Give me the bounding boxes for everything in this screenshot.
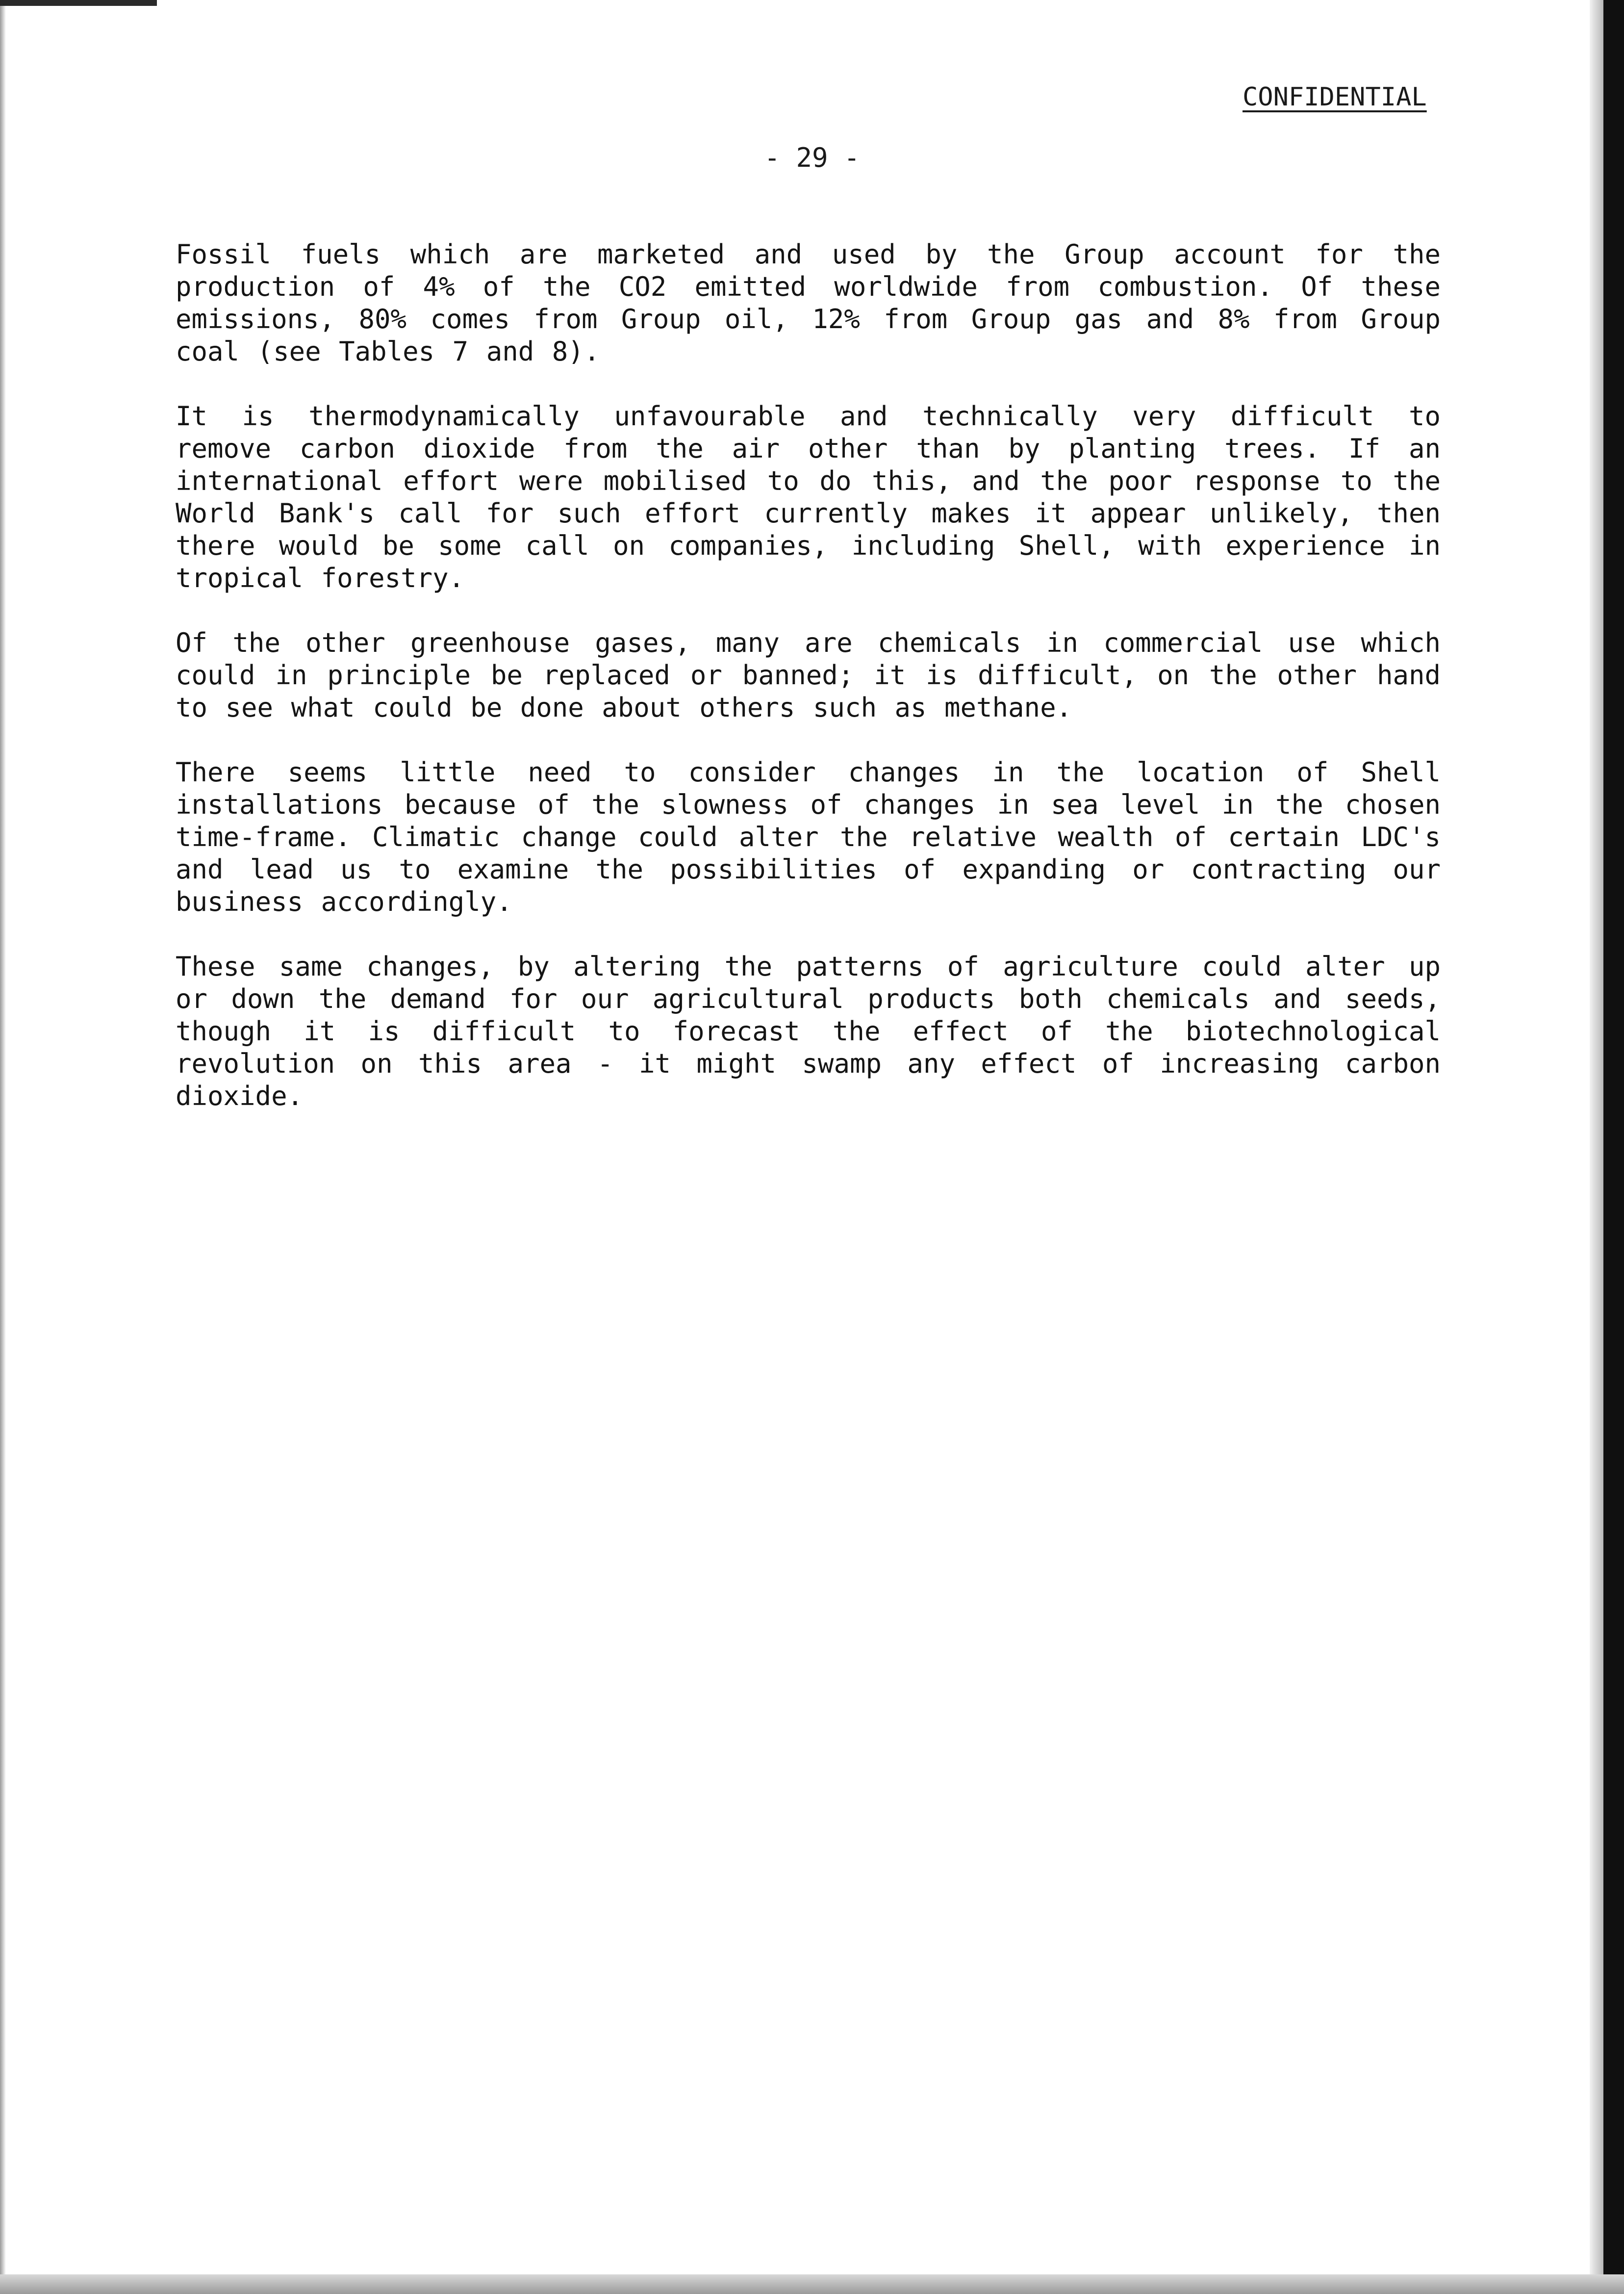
paragraph-1 <box>176 238 1441 368</box>
confidential-label: CONFIDENTIAL <box>1243 82 1427 112</box>
text-line: time-frame. Climatic change could alter the relative wealth of certain LDC's <box>176 822 1441 852</box>
text-line: These same changes, by altering the patterns of agriculture could alter up <box>176 951 1441 982</box>
text-line: could in principle be replaced or banned; it is difficult, on the other hand <box>176 660 1441 691</box>
body-text <box>176 238 1441 1145</box>
paragraph-2 <box>176 400 1441 594</box>
paragraph-3 <box>176 627 1441 724</box>
text-line: Fossil fuels which are marketed and used by the Group account for the <box>176 239 1441 270</box>
text-line: There seems little need to consider changes in the location of Shell <box>176 757 1441 788</box>
text-line: international effort were mobilised to do this, and the poor response to the <box>176 465 1441 496</box>
scan-edge-right <box>1603 0 1624 2294</box>
scan-edge-top <box>0 0 157 6</box>
text-line: and lead us to examine the possibilities of expanding or contracting our <box>176 854 1441 885</box>
paragraph-5 <box>176 951 1441 1112</box>
scan-shadow-right <box>1590 0 1603 2294</box>
text-line: It is thermodynamically unfavourable and technically very difficult to <box>176 401 1441 432</box>
text-line: to see what could be done about others such as methane. <box>176 692 1072 723</box>
text-line: dioxide. <box>176 1081 304 1111</box>
text-line: World Bank's call for such effort currently makes it appear unlikely, then <box>176 498 1441 529</box>
scan-edge-bottom <box>0 2274 1624 2294</box>
text-line: Of the other greenhouse gases, many are chemicals in commercial use which <box>176 627 1441 658</box>
text-line: installations because of the slowness of changes in sea level in the chosen <box>176 789 1441 820</box>
text-line: there would be some call on companies, including Shell, with experience in <box>176 530 1441 561</box>
text-line: or down the demand for our agricultural products both chemicals and seeds, <box>176 983 1441 1014</box>
text-line: tropical forestry. <box>176 563 465 593</box>
text-line: though it is difficult to forecast the effect of the biotechnological <box>176 1016 1441 1047</box>
text-line: revolution on this area - it might swamp any effect of increasing carbon <box>176 1048 1441 1079</box>
text-line: emissions, 80% comes from Group oil, 12% from Group gas and 8% from Group <box>176 304 1441 335</box>
scan-edge-left <box>0 0 6 2294</box>
paragraph-4 <box>176 756 1441 918</box>
page-number: - 29 - <box>764 142 860 173</box>
text-line: business accordingly. <box>176 886 512 917</box>
text-line: production of 4% of the CO2 emitted worldwide from combustion. Of these <box>176 271 1441 302</box>
text-line: coal (see Tables 7 and 8). <box>176 336 600 367</box>
text-line: remove carbon dioxide from the air other than by planting trees. If an <box>176 433 1441 464</box>
